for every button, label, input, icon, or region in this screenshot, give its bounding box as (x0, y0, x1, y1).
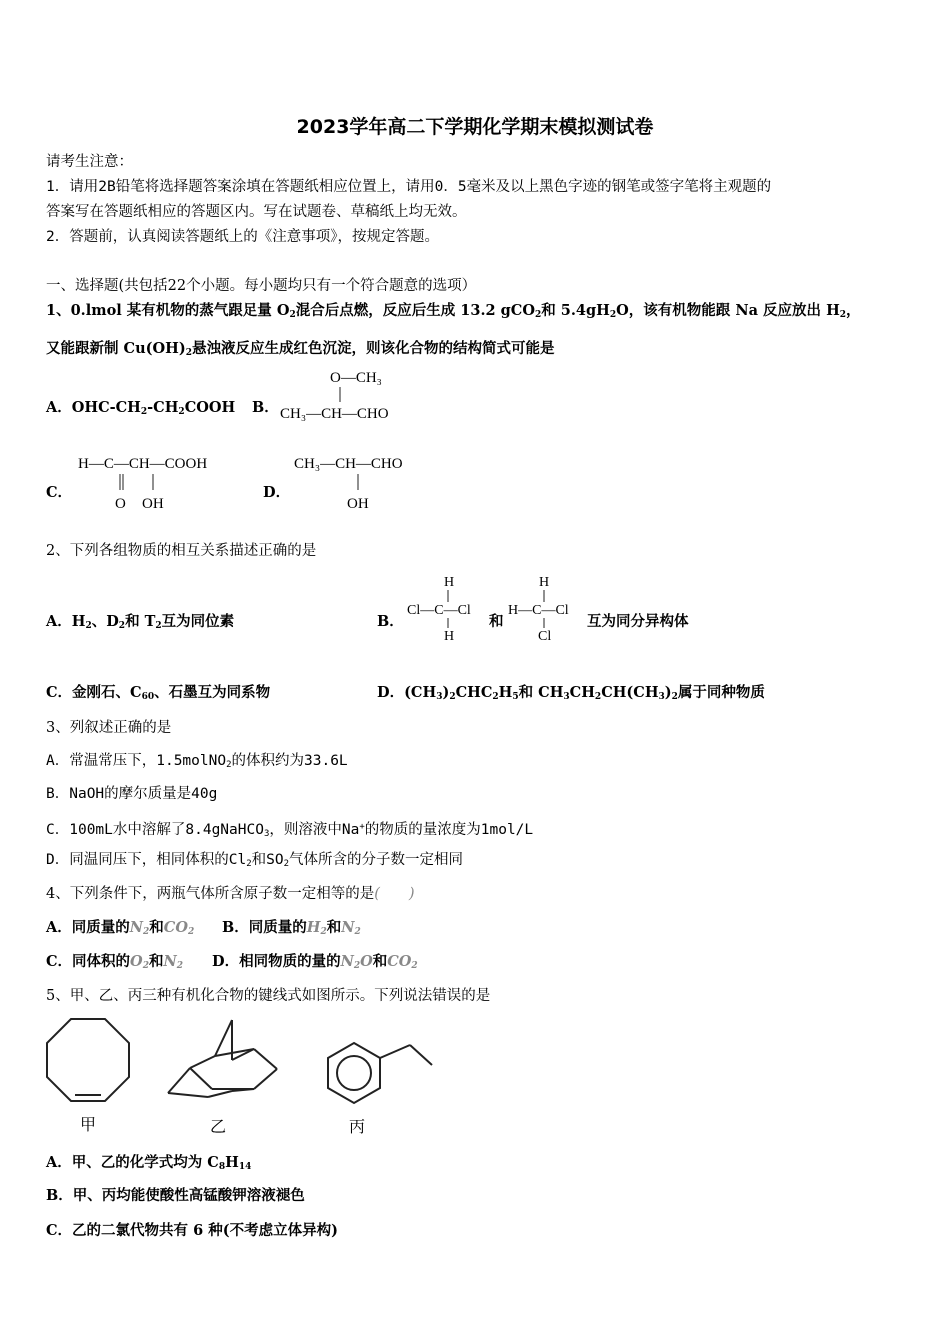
struct-c-main-text: H—C—CH—COOH (78, 456, 208, 472)
q4-option-b: B．同质量的$H_2$和$N_2$ (222, 919, 361, 937)
q1-stem-line-2: 又能跟新制 $Cu(OH)_2$悬浊液反应生成红色沉淀，则该化合物的结构简式可能是 (46, 340, 555, 358)
structure-left-svg (404, 572, 494, 644)
q1-structure-d (292, 450, 452, 514)
q3-option-a: A．常温常压下，1.5molNO$_2$的体积约为33.6L (46, 753, 348, 770)
label-yi: 乙 (210, 1117, 227, 1136)
q3-stem: 3、列叙述正确的是 (46, 720, 172, 736)
q5-structures-figure (40, 1015, 460, 1145)
q5-option-c: C．乙的二氯代物共有 6 种(不考虑立体异构) (46, 1222, 338, 1239)
notice-item-1b: 答案写在答题纸相应的答题区内。写在试题卷、草稿纸上均无效。 (46, 204, 467, 220)
struct-b-top-text: O—CH₃ (330, 370, 382, 386)
right-row: H—C—Cl (508, 603, 569, 618)
cyclooctene-ring (47, 1019, 129, 1101)
notice-item-2: 2．答题前，认真阅读答题纸上的《注意事项》，按规定答题。 (46, 229, 439, 245)
q1-structure-b (278, 366, 428, 426)
notice-header: 请考生注意： (46, 154, 133, 170)
q2-structure-right (506, 572, 596, 644)
q1-option-a: A．OHC-$CH_2-CH_2COOH$ (46, 399, 236, 417)
left-h-bottom: H (444, 629, 455, 644)
q3-option-d: D．同温同压下，相同体积的$Cl_2$和$SO_2$气体所含的分子数一定相同 (46, 852, 464, 869)
right-cl-bottom: Cl (538, 629, 552, 644)
q2-option-d: D．$(CH_3)_2CHC_2H_5$和 $CH_3CH_2CH(CH_3)_2$属于同种物质 (377, 684, 765, 702)
q3-option-b: B．NaOH的摩尔质量是40g (46, 786, 218, 802)
structure-b-svg (278, 366, 428, 426)
q5-option-b: B．甲、丙均能使酸性高锰酸钾溶液褪色 (46, 1187, 305, 1204)
struct-d-main-text: CH₃—CH—CHO (294, 456, 403, 472)
q5-stem: 5、甲、乙、丙三种有机化合物的键线式如图所示。下列说法错误的是 (46, 988, 491, 1004)
q2-option-b-and: 和 (489, 613, 504, 630)
structure-c-svg (76, 450, 256, 514)
q5-option-a: A．甲、乙的化学式均为 $C_8H_{14}$ (46, 1154, 252, 1172)
label-jia: 甲 (80, 1115, 97, 1134)
page-title: 2023学年高二下学期化学期末模拟测试卷 (296, 116, 654, 138)
left-row: Cl—C—Cl (407, 603, 471, 618)
q1-option-d-label: D． (263, 484, 291, 501)
q4-option-a: A．同质量的$N_2$和$CO_2$ (46, 919, 195, 937)
notice-item-1a: 1．请用2B铅笔将选择题答案涂填在答题纸相应位置上，请用0．5毫米及以上黑色字迹的钢笔或签字笔将主观题的 (46, 179, 772, 195)
structure-d-svg (292, 450, 452, 514)
q2-structure-left (404, 572, 494, 644)
ethylbenzene (328, 1043, 432, 1103)
q4-stem: 4、下列条件下，两瓶气体所含原子数一定相等的是( ) (46, 886, 415, 902)
structure-right-svg (506, 572, 596, 644)
struct-c-o-text: O (115, 496, 126, 512)
q1-structure-c (76, 450, 256, 514)
struct-b-main-text: CH₃—CH—CHO (280, 406, 389, 422)
q2-stem: 2、下列各组物质的相互关系描述正确的是 (46, 543, 317, 559)
left-h-top: H (444, 575, 455, 590)
q2-option-c: C．金刚石、$C_{60}$、石墨互为同系物 (46, 684, 271, 702)
q1-option-c-label: C． (46, 484, 73, 501)
right-h-top: H (539, 575, 550, 590)
q3-option-c: C．100mL水中溶解了8.4gNaHCO$_3$，则溶液中Na+的物质的量浓度为1mol/L (46, 822, 534, 839)
q4-option-c: C．同体积的$O_2$和$N_2$ (46, 953, 183, 971)
struct-d-oh-text: OH (347, 496, 369, 512)
struct-c-oh-text: OH (142, 496, 164, 512)
q2-option-b-tail: 互为同分异构体 (587, 613, 689, 630)
bicyclooctane (168, 1020, 277, 1097)
q1-option-b-label: B． (252, 399, 279, 416)
q1-stem-line-1: 1、0.lmol 某有机物的蒸气跟足量 $O_2$混合后点燃，反应后生成 13.2 gCO$_2$和 $5.4gH_2O$，该有机物能跟 Na 反应放出 $H_2$， (46, 302, 861, 320)
section-heading: 一、选择题(共包括22个小题。每小题均只有一个符合题意的选项） (46, 278, 477, 294)
q4-option-d: D．相同物质的量的$N_2O$和$CO_2$ (212, 953, 418, 971)
q2-option-b-label: B． (377, 613, 404, 630)
q2-option-a: A．$H_2$、$D_2$和 $T_2$互为同位素 (46, 613, 235, 631)
label-bing: 丙 (349, 1117, 366, 1136)
